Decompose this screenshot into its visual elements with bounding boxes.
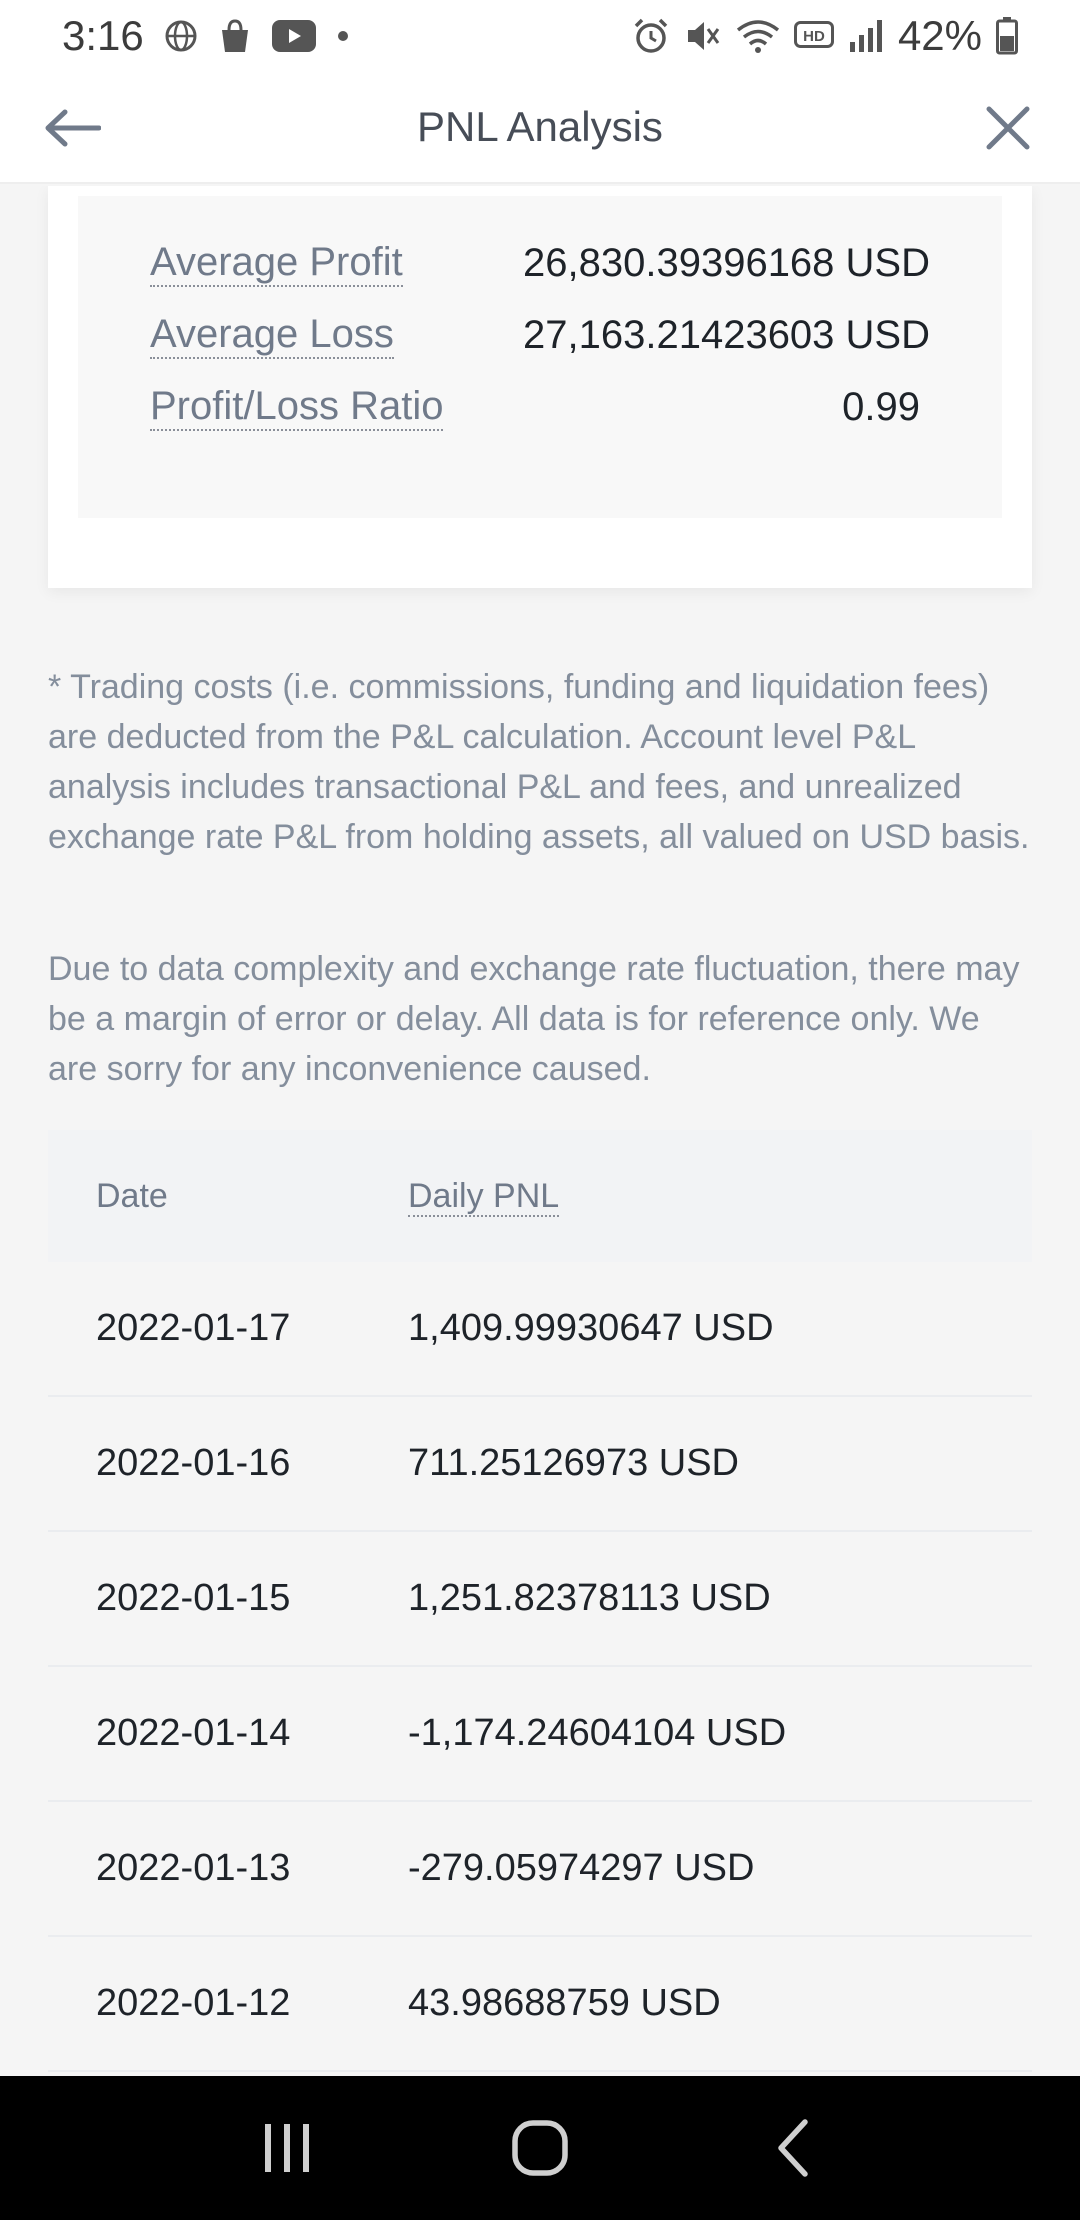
- row-date: 2022-01-14: [96, 1712, 291, 1754]
- status-bar: [0, 0, 1080, 72]
- battery-icon: [996, 17, 1018, 55]
- average-loss-value: 27,163.21423603 USD: [523, 312, 930, 357]
- date-column-header: Date: [96, 1176, 168, 1215]
- row-pnl: 1,251.82378113 USD: [408, 1577, 771, 1619]
- app-header: [0, 72, 1080, 184]
- row-pnl: -279.05974297 USD: [408, 1847, 755, 1889]
- daily-pnl-header-label[interactable]: Daily PNL: [408, 1176, 560, 1215]
- stat-row-average-profit: [150, 233, 930, 293]
- table-header: [48, 1130, 1032, 1262]
- daily-pnl-table: [48, 1130, 1032, 2072]
- row-pnl: 43.98688759 USD: [408, 1982, 721, 2024]
- dot-icon: [336, 29, 350, 43]
- row-date: 2022-01-17: [96, 1307, 291, 1349]
- svg-text:HD: HD: [803, 28, 825, 45]
- shopping-bag-icon: [218, 18, 252, 54]
- average-loss-label[interactable]: Average Loss: [150, 311, 394, 359]
- back-button[interactable]: [40, 96, 104, 160]
- youtube-icon: [272, 20, 316, 52]
- status-right: [632, 12, 1018, 60]
- average-profit-label[interactable]: Average Profit: [150, 239, 403, 287]
- row-date: 2022-01-16: [96, 1442, 291, 1484]
- row-date: 2022-01-12: [96, 1982, 291, 2024]
- home-icon: [510, 2118, 570, 2178]
- row-pnl: 1,409.99930647 USD: [408, 1307, 774, 1349]
- profit-loss-ratio-value: 0.99: [842, 384, 920, 429]
- globe-icon: [164, 19, 198, 53]
- table-row: [48, 1802, 1032, 1937]
- close-button[interactable]: [976, 96, 1040, 160]
- wifi-icon: [736, 18, 780, 54]
- page-title: PNL Analysis: [417, 103, 663, 150]
- status-left: [62, 12, 350, 60]
- table-row: [48, 1667, 1032, 1802]
- close-icon: [985, 105, 1031, 151]
- summary-card: [48, 186, 1032, 588]
- table-row: [48, 1532, 1032, 1667]
- status-time: 3:16: [62, 12, 144, 59]
- table-row: [48, 1397, 1032, 1532]
- row-date: 2022-01-15: [96, 1577, 291, 1619]
- content-area[interactable]: [0, 186, 1080, 2076]
- row-date: 2022-01-13: [96, 1847, 291, 1889]
- daily-pnl-column-header: [408, 1177, 1032, 1216]
- recent-apps-button[interactable]: [242, 2103, 332, 2193]
- mute-icon: [684, 17, 722, 55]
- row-pnl: 711.25126973 USD: [408, 1442, 739, 1484]
- summary-stats: [78, 196, 1002, 518]
- home-button[interactable]: [495, 2103, 585, 2193]
- stat-row-profit-loss-ratio: [150, 377, 930, 437]
- row-pnl: -1,174.24604104 USD: [408, 1712, 787, 1754]
- hd-icon: [794, 21, 834, 51]
- battery-percent: 42%: [897, 12, 982, 59]
- stat-row-average-loss: [150, 305, 930, 365]
- chevron-left-icon: [773, 2118, 813, 2178]
- arrow-left-icon: [43, 108, 101, 148]
- recent-apps-icon: [259, 2120, 315, 2176]
- alarm-icon: [632, 17, 670, 55]
- average-profit-value: 26,830.39396168 USD: [523, 240, 930, 285]
- table-row: [48, 1262, 1032, 1397]
- trading-costs-note: * Trading costs (i.e. commissions, funding and liquidation fees) are deducted from the P&L calculation. Account level P&L analysis includes transactional P&L and fees, and unrealized exchange rate P&L from holding assets, all valued on USD basis.: [48, 668, 1030, 856]
- disclaimer-note: Due to data complexity and exchange rate fluctuation, there may be a margin of error or delay. All data is for reference only. We are sorry for any inconvenience caused.: [48, 950, 1020, 1088]
- profit-loss-ratio-label[interactable]: Profit/Loss Ratio: [150, 383, 443, 431]
- signal-icon: [848, 18, 884, 54]
- back-nav-button[interactable]: [748, 2103, 838, 2193]
- navigation-bar: [0, 2076, 1080, 2220]
- table-row: [48, 1937, 1032, 2072]
